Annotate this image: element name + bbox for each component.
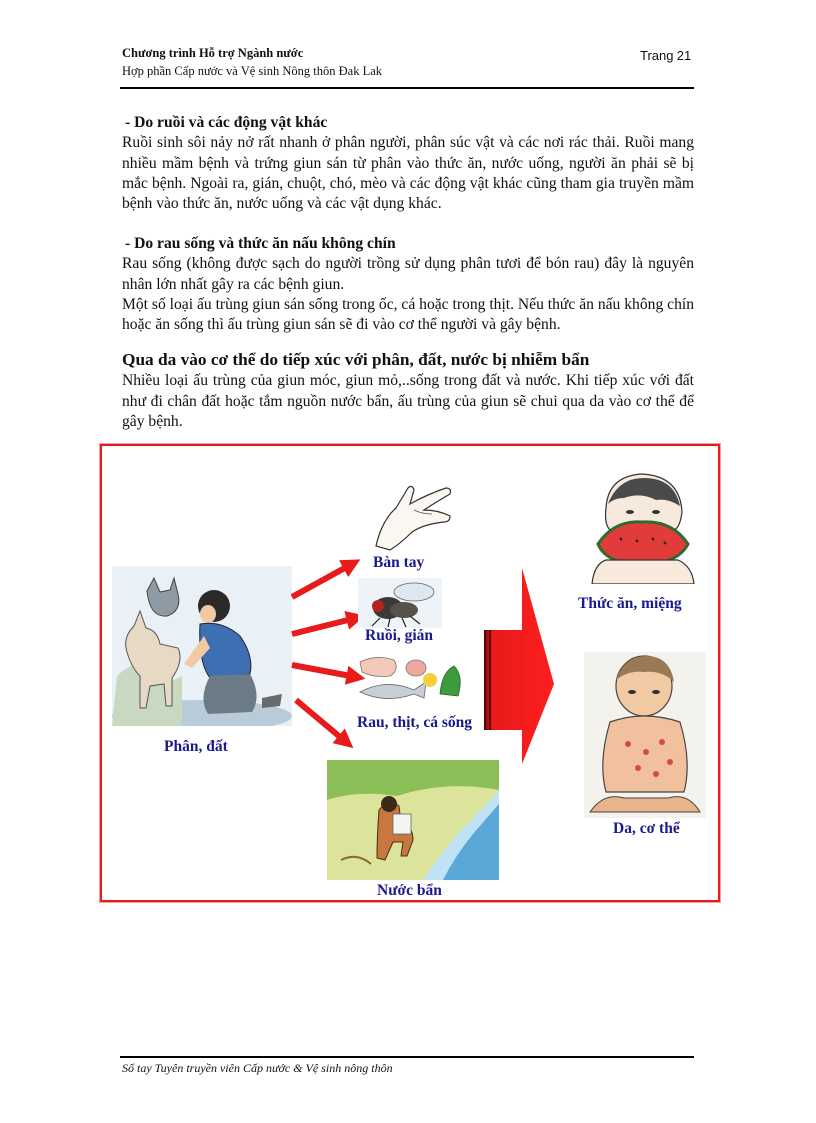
header-subtitle: Hợp phần Cấp nước và Vệ sinh Nông thôn Đak Lak	[122, 64, 382, 78]
source-label: Phân, đất	[164, 738, 228, 755]
section-flies	[122, 113, 694, 214]
vector-arrows	[286, 552, 366, 752]
stream-bathing-illustration	[327, 760, 499, 880]
sick-child-illustration	[584, 652, 706, 818]
child-eating-watermelon-illustration	[584, 468, 700, 584]
footer-rule	[120, 1056, 694, 1058]
fly-icon	[358, 578, 442, 628]
vector-label-water: Nước bẩn	[377, 882, 442, 899]
section-heading: Qua da vào cơ thể do tiếp xúc với phân, đất, nước bị nhiễm bẩn	[122, 350, 590, 369]
page-label: Trang	[640, 48, 674, 63]
section-skin	[122, 350, 694, 432]
section-paragraph: Ruồi sinh sôi nảy nở rất nhanh ở phân người, phân súc vật và các nơi rác thải. Ruồi mang nhiều mầm bệnh và trứng giun sán từ phân vào thức ăn, nước uống, người ăn phải sẽ bị mắc bệnh. Ngoài ra, gián, chuột, chó, mèo và các động vật khác cũng tham gia truyền mầm bệnh vào thức ăn, nước uống và các vật dụng khác.	[122, 134, 694, 213]
page-number	[640, 48, 691, 64]
vector-label-food: Rau, thịt, cá sống	[357, 714, 472, 731]
section-paragraph: Một số loại ấu trùng giun sán sống trong ốc, cá hoặc trong thịt. Nếu thức ăn nấu không chín hoặc ăn sống thì ấu trùng giun sán sẽ đi vào cơ thể người và gây bệnh.	[122, 295, 694, 334]
header-rule	[120, 87, 694, 89]
vector-label-fly: Ruồi, gián	[365, 627, 434, 644]
section-raw-food	[122, 234, 694, 335]
target-label-skin: Da, cơ thể	[613, 820, 680, 837]
page-number-value: 21	[676, 48, 692, 63]
arrow-to-hand	[292, 564, 352, 597]
child-dog-cat-illustration	[112, 566, 292, 726]
arrow-to-food	[292, 665, 356, 677]
meat-fish-vegetable-icon	[356, 652, 466, 704]
footer-text: Sổ tay Tuyên truyền viên Cấp nước & Vệ sinh nông thôn	[122, 1061, 393, 1075]
vector-label-hand: Bàn tay	[373, 554, 425, 571]
section-paragraph: Rau sống (không được sạch do người trồng sử dụng phân tươi để bón rau) đây là nguyên nhân lớn nhất gây ra các bệnh giun.	[122, 255, 694, 293]
arrow-to-fly	[292, 618, 356, 634]
header-title: Chương trình Hỗ trợ Ngành nước	[122, 46, 304, 60]
target-label-mouth: Thức ăn, miệng	[578, 595, 682, 612]
section-heading: - Do rau sống và thức ăn nấu không chín	[125, 235, 396, 252]
arrow-to-water	[296, 700, 346, 742]
big-arrow-icon	[482, 566, 556, 766]
section-heading: - Do ruồi và các động vật khác	[125, 114, 328, 131]
hand-icon	[372, 480, 456, 552]
section-paragraph: Nhiều loại ấu trùng của giun móc, giun mỏ,..sống trong đất và nước. Khi tiếp xúc với đất như đi chân đất hoặc tắm nguồn nước bẩn, ấu trùng của giun sẽ chui qua da vào cơ thể để gây bệnh.	[122, 372, 694, 430]
